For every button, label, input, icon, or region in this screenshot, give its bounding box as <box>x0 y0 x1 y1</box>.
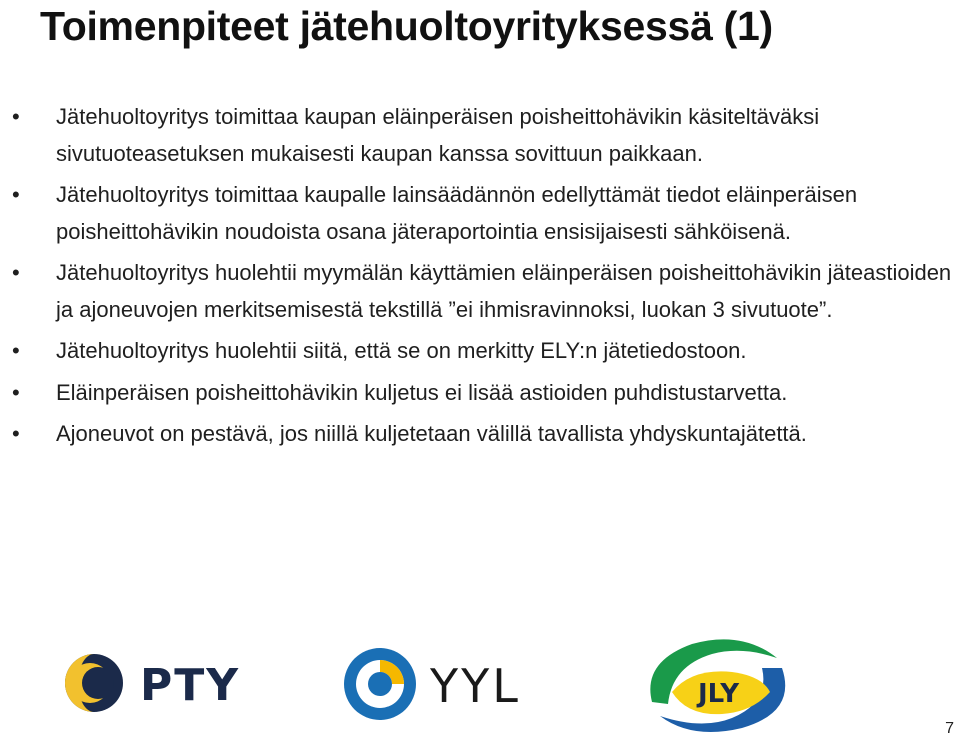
bullet-text: Jätehuoltoyritys toimittaa kaupan eläinperäisen poisheittohävikin käsiteltäväksi sivutuoteasetuksen mukaisesti kaupan kanssa sovittuun paikkaan. <box>56 104 820 166</box>
bullet-text: Jätehuoltoyritys huolehtii myymälän käyttämien eläinperäisen poisheittohävikin jäteastioiden ja ajoneuvojen merkitsemisestä tekstillä ”ei ihmisravinnoksi, luokan 3 sivutuote”. <box>56 260 952 322</box>
bullet-item <box>12 177 952 250</box>
bullet-list <box>12 99 952 458</box>
pty-logo-icon <box>60 648 260 718</box>
bullet-text: Jätehuoltoyritys huolehtii siitä, että se on merkitty ELY:n jätetiedostoon. <box>56 338 747 363</box>
bullet-icon: • <box>12 260 20 285</box>
bullet-item <box>12 255 952 328</box>
page-number: 7 <box>945 720 954 737</box>
bullet-item <box>12 375 952 412</box>
logo-strip <box>0 630 960 742</box>
bullet-icon: • <box>12 379 20 405</box>
bullet-icon: • <box>12 104 20 129</box>
bullet-icon: • <box>12 421 20 446</box>
yyl-logo-icon <box>340 644 550 724</box>
bullet-item <box>12 416 952 453</box>
bullet-icon: • <box>12 338 20 363</box>
yyl-logo-text: YYL <box>430 659 521 713</box>
slide-title: Toimenpiteet jätehuoltoyrityksessä (1) <box>40 3 773 49</box>
bullet-text: Jätehuoltoyritys toimittaa kaupalle lainsäädännön edellyttämät tiedot eläinperäisen poisheittohävikin noudoista osana jäteraportointia ensisijaisesti sähköisenä. <box>56 182 858 244</box>
jly-logo-icon <box>632 632 802 738</box>
bullet-text: Eläinperäisen poisheittohävikin kuljetus ei lisää astioiden puhdistustarvetta. <box>56 379 788 405</box>
bullet-item <box>12 333 952 370</box>
pty-logo-text: PTY <box>140 660 241 711</box>
bullet-text: Ajoneuvot on pestävä, jos niillä kuljetetaan välillä tavallista yhdyskuntajätettä. <box>56 421 807 446</box>
jly-logo-text: JLY <box>698 679 740 709</box>
bullet-item <box>12 99 952 172</box>
bullet-icon: • <box>12 182 20 207</box>
